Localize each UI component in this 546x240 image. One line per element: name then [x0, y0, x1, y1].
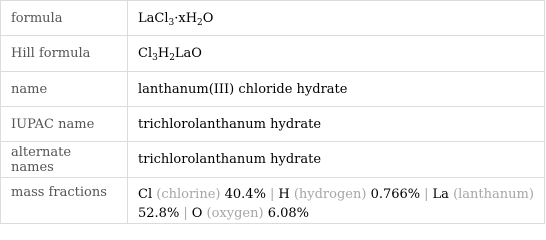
alternate-names-value: trichlorolanthanum hydrate [128, 142, 545, 178]
row-label: IUPAC name [1, 107, 128, 142]
hill-formula-value: $Cl_3H_2LaO$ [128, 36, 545, 72]
table-row [1, 72, 545, 107]
fraction-element: (oxygen) [206, 206, 264, 221]
fraction-element: (chlorine) [156, 187, 221, 202]
fraction-separator: | [269, 187, 275, 202]
fraction-value: 0.766% [370, 187, 421, 202]
row-label: formula [1, 1, 128, 36]
fraction-element: (hydrogen) [293, 187, 367, 202]
row-label: Hill formula [1, 36, 128, 72]
fraction-value: 40.4% [224, 187, 266, 202]
table-row [1, 142, 545, 178]
table-row [1, 178, 545, 224]
fraction-value: 52.8% [138, 206, 180, 221]
fraction-separator: | [183, 206, 188, 221]
fraction-symbol: O [191, 206, 203, 221]
mass-fractions-value [128, 178, 545, 224]
fraction-value: 6.08% [267, 206, 310, 221]
fraction-separator: | [424, 187, 429, 202]
fraction-symbol: Cl [138, 187, 153, 202]
fraction-symbol: H [278, 187, 290, 202]
formula-value: $LaCl_3\cdot xH_2O$ [128, 1, 545, 36]
name-value: lanthanum(III) chloride hydrate [128, 72, 545, 107]
iupac-name-value: trichlorolanthanum hydrate [128, 107, 545, 142]
fraction-element: (lanthanum) [453, 187, 534, 202]
fraction-symbol: La [432, 187, 449, 202]
row-label: mass fractions [1, 178, 128, 224]
row-label: alternate names [1, 142, 128, 178]
table-row [1, 1, 545, 36]
table-row [1, 107, 545, 142]
row-label: name [1, 72, 128, 107]
table-row [1, 36, 545, 72]
